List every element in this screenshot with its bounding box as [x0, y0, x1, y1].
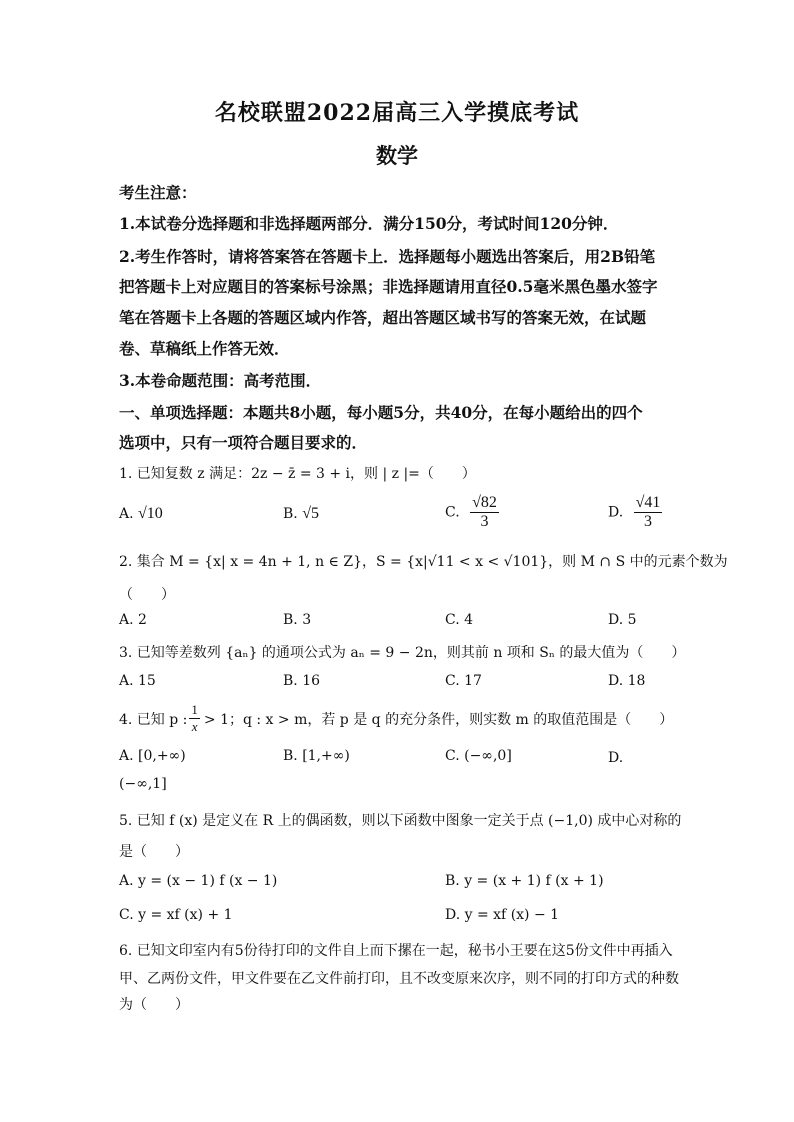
notice-heading: 考生注意：	[119, 183, 197, 202]
q2-option-a: A. 2	[119, 612, 147, 628]
q1-option-b-label: B.	[283, 506, 298, 522]
section-heading-line-1: 一、单项选择题：本题共8小题，每小题5分，共40分，在每小题给出的四个	[119, 403, 643, 422]
question-5-stem-line-1: 5. 已知 f (x) 是定义在 R 上的偶函数，则以下函数中图象一定关于点 (−1,0) 成中心对称的	[119, 813, 682, 829]
question-2-paren: （ ）	[119, 587, 175, 603]
q1-option-c-denominator: 3	[480, 513, 489, 530]
question-2-stem: 2. 集合 M = {x| x = 4n + 1, n ∈ Z}，S = {x|√11 < x < √101}，则 M ∩ S 中的元素个数为	[119, 554, 728, 570]
question-1-stem: 1. 已知复数 z 满足：2z − z̄ = 3 + i，则 | z |=（ ）	[119, 466, 476, 482]
q1-option-c	[445, 494, 499, 531]
q1-option-a	[119, 505, 163, 523]
notice-item-2-line-3: 笔在答题卡上各题的答题区域内作答，超出答题区域书写的答案无效，在试题	[119, 308, 647, 327]
exam-title: 名校联盟2022届高三入学摸底考试	[214, 100, 580, 126]
q2-option-c: C. 4	[445, 612, 474, 628]
q3-option-c: C. 17	[445, 673, 482, 689]
q1-option-d-label: D.	[608, 504, 624, 521]
q1-option-d-denominator: 3	[644, 513, 653, 530]
q4-fraction-denominator: x	[191, 719, 198, 734]
q4-option-a: A. [0,+∞)	[119, 748, 186, 764]
q1-option-d-numerator: √41	[635, 494, 661, 511]
q4-stem-prefix: 4. 已知 p :	[119, 711, 188, 728]
question-4-stem	[119, 702, 673, 735]
question-3-stem: 3. 已知等差数列 {aₙ} 的通项公式为 aₙ = 9 − 2n，则其前 n 项和 Sₙ 的最大值为（ ）	[119, 645, 686, 661]
notice-item-2-line-2: 把答题卡上对应题目的答案标号涂黑；非选择题请用直径0.5毫米黑色墨水签字	[119, 277, 658, 296]
q3-option-a: A. 15	[119, 673, 156, 689]
notice-item-3: 3.本卷命题范围：高考范围．	[119, 371, 322, 390]
q1-option-c-numerator: √82	[472, 494, 497, 511]
q1-option-c-label: C.	[445, 504, 460, 521]
notice-item-2-line-1: 2.考生作答时，请将答案答在答题卡上．选择题每小题选出答案后，用2B铅笔	[119, 247, 656, 266]
q4-fraction	[189, 702, 200, 735]
q4-option-d-value: (−∞,1]	[119, 776, 167, 792]
notice-item-2-line-4: 卷、草稿纸上作答无效．	[119, 339, 290, 358]
section-heading-line-2: 选项中，只有一项符合题目要求的．	[119, 433, 368, 452]
q1-option-b-value: √5	[302, 505, 319, 522]
q4-option-b: B. [1,+∞)	[283, 748, 350, 764]
q3-option-d: D. 18	[608, 673, 646, 689]
q1-option-a-value: √10	[138, 505, 163, 522]
notice-item-1: 1.本试卷分选择题和非选择题两部分．满分150分，考试时间120分钟．	[119, 214, 619, 233]
subject-title: 数学	[376, 143, 418, 168]
q4-option-d: D.	[608, 750, 624, 766]
q5-option-c: C. y = xf (x) + 1	[119, 907, 233, 923]
q1-option-b	[283, 505, 319, 523]
q5-option-a: A. y = (x − 1) f (x − 1)	[119, 873, 278, 889]
q4-stem-suffix: > 1；q : x > m，若 p 是 q 的充分条件，则实数 m 的取值范围是（ ）	[203, 711, 674, 728]
question-6-line-2: 甲、乙两份文件，甲文件要在乙文件前打印，且不改变原来次序，则不同的打印方式的种数	[119, 971, 679, 987]
q4-fraction-numerator: 1	[191, 702, 198, 717]
q3-option-b: B. 16	[283, 673, 321, 689]
q1-option-a-label: A.	[119, 506, 134, 522]
q5-option-b: B. y = (x + 1) f (x + 1)	[445, 873, 604, 889]
question-5-stem-line-2: 是（ ）	[119, 844, 189, 860]
q5-option-d: D. y = xf (x) − 1	[445, 907, 560, 923]
q2-option-d: D. 5	[608, 612, 637, 628]
q4-option-c: C. (−∞,0]	[445, 748, 512, 764]
question-6-line-1: 6. 已知文印室内有5份待打印的文件自上而下摞在一起，秘书小王要在这5份文件中再插入	[119, 943, 673, 959]
q1-option-d	[608, 494, 662, 531]
q1-option-d-fraction	[634, 494, 663, 531]
q2-option-b: B. 3	[283, 612, 312, 628]
q1-option-c-fraction	[470, 494, 499, 531]
question-6-line-3: 为（ ）	[119, 997, 189, 1013]
